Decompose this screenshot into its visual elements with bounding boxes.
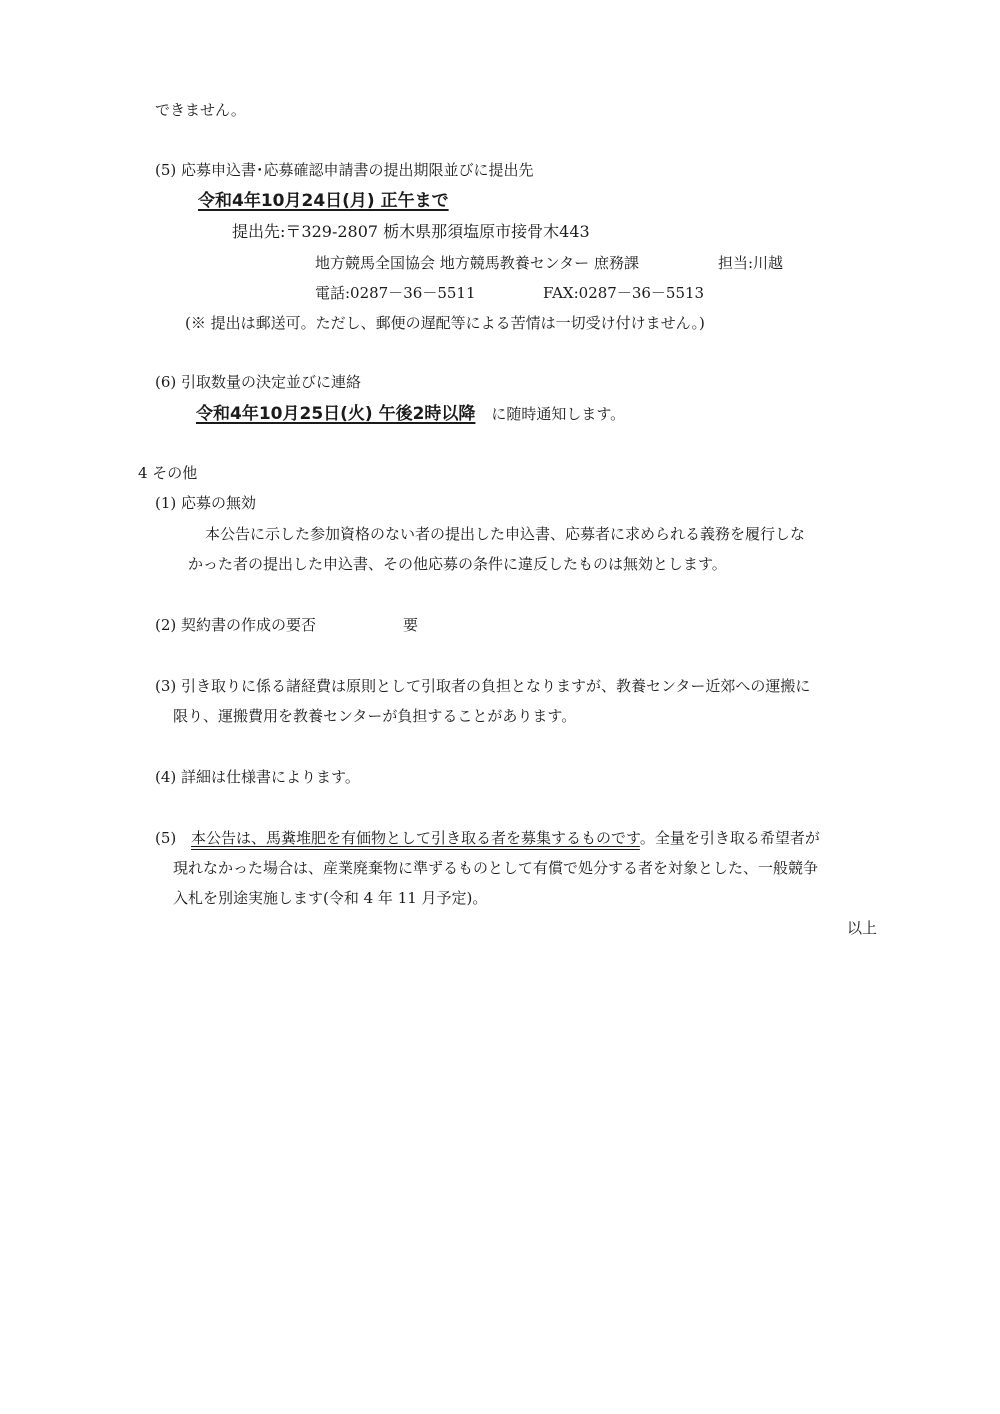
address-value: 〒329-2807 栃木県那須塩原市接骨木443 bbox=[285, 222, 590, 241]
section-4-heading: 4 その他 bbox=[138, 464, 198, 482]
notification-suffix: に随時通知します。 bbox=[491, 405, 626, 423]
item-5-underlined-text: 本公告は、馬糞堆肥を有価物として引き取る者を募集するものです bbox=[191, 829, 640, 847]
item-1-heading: (1) 応募の無効 bbox=[155, 494, 257, 512]
continuation-text: できません。 bbox=[155, 101, 246, 119]
submission-deadline: 令和4年10月24日(月) 正午まで bbox=[198, 191, 449, 211]
item-3-line-2: 限り、運搬費用を教養センターが負担することがあります。 bbox=[173, 707, 577, 725]
item-5-line-1 bbox=[155, 828, 820, 848]
closing-text: 以上 bbox=[847, 919, 878, 937]
submission-note: (※ 提出は郵送可。ただし、郵便の遅配等による苦情は一切受け付けません。) bbox=[185, 314, 705, 332]
fax-number: FAX:0287－36－5513 bbox=[543, 284, 705, 302]
item-5-line-2: 現れなかった場合は、産業廃棄物に準ずるものとして有償で処分する者を対象とした、一般競争 bbox=[173, 859, 819, 877]
item-4-text: (4) 詳細は仕様書によります。 bbox=[155, 768, 360, 786]
item-2-value: 要 bbox=[403, 616, 419, 634]
item-5-number: (5) bbox=[155, 829, 177, 847]
item-1-line-2: かった者の提出した申込書、その他応募の条件に違反したものは無効とします。 bbox=[188, 555, 727, 573]
organization-name: 地方競馬全国協会 地方競馬教養センター 庶務課 bbox=[315, 254, 639, 272]
address-label: 提出先: bbox=[232, 222, 286, 241]
submission-address bbox=[232, 222, 590, 242]
section-5-heading: (5) 応募申込書･応募確認申請書の提出期限並びに提出先 bbox=[155, 161, 534, 179]
section-6-heading: (6) 引取数量の決定並びに連絡 bbox=[155, 373, 362, 391]
notification-line bbox=[196, 403, 625, 425]
phone-number: 電話:0287－36－5511 bbox=[315, 284, 476, 302]
item-5-rest: 。全量を引き取る希望者が bbox=[639, 829, 820, 847]
item-5-line-3: 入札を別途実施します(令和 4 年 11 月予定)。 bbox=[173, 889, 488, 907]
item-3-line-1: (3) 引き取りに係る諸経費は原則として引取者の負担となりますが、教養センター近郊への運搬に bbox=[155, 677, 811, 695]
item-1-line-1: 本公告に示した参加資格のない者の提出した申込書、応募者に求められる義務を履行しな bbox=[205, 525, 806, 543]
item-2-heading: (2) 契約書の作成の要否 bbox=[155, 616, 317, 634]
contact-person: 担当:川越 bbox=[718, 254, 784, 272]
notification-date: 令和4年10月25日(火) 午後2時以降 bbox=[196, 404, 476, 424]
